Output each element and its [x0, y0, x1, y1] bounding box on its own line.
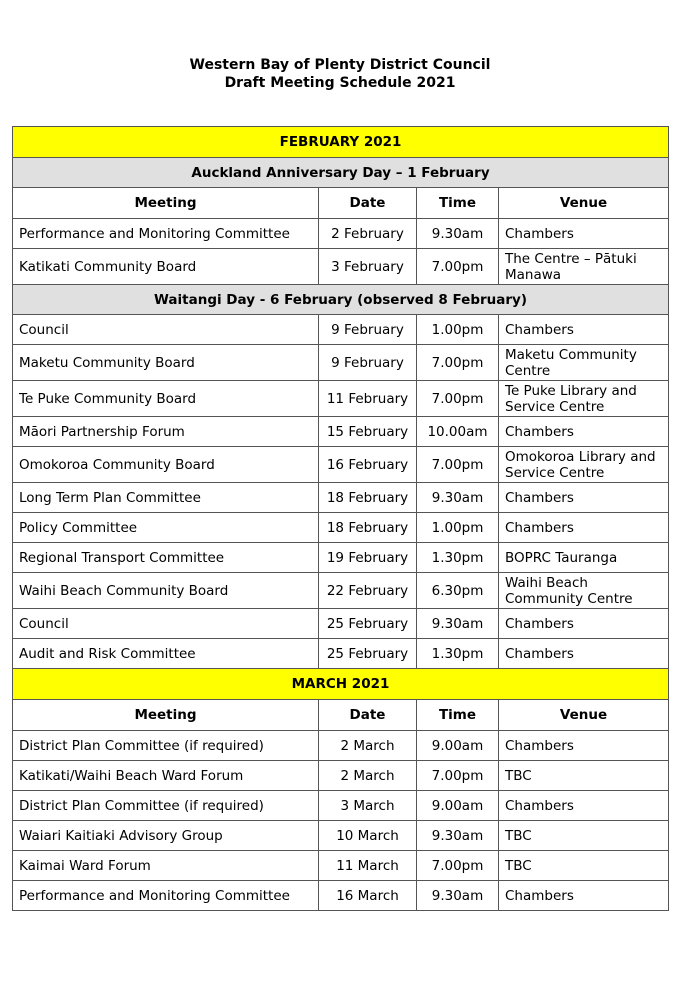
venue-cell: Chambers: [499, 315, 669, 345]
time-cell: 7.00pm: [417, 345, 499, 381]
date-cell: 11 February: [319, 381, 417, 417]
time-cell: 7.00pm: [417, 249, 499, 285]
month-header-february: [13, 127, 669, 158]
date-cell: 16 February: [319, 447, 417, 483]
time-cell: 7.00pm: [417, 851, 499, 881]
venue-cell: BOPRC Tauranga: [499, 543, 669, 573]
table-row: [13, 573, 669, 609]
meeting-cell: Waiari Kaitiaki Advisory Group: [13, 821, 319, 851]
column-header-venue: Venue: [499, 700, 669, 731]
holiday-row: [13, 285, 669, 315]
holiday-row: [13, 158, 669, 188]
date-cell: 2 March: [319, 761, 417, 791]
holiday-label: Auckland Anniversary Day – 1 February: [13, 158, 669, 188]
time-cell: 9.00am: [417, 791, 499, 821]
column-header-date: Date: [319, 700, 417, 731]
time-cell: 9.00am: [417, 731, 499, 761]
date-cell: 18 February: [319, 513, 417, 543]
meeting-cell: Policy Committee: [13, 513, 319, 543]
venue-cell: Chambers: [499, 639, 669, 669]
venue-cell: Chambers: [499, 483, 669, 513]
date-cell: 9 February: [319, 315, 417, 345]
table-row: [13, 761, 669, 791]
meeting-cell: District Plan Committee (if required): [13, 731, 319, 761]
date-cell: 16 March: [319, 881, 417, 911]
time-cell: 9.30am: [417, 219, 499, 249]
column-header-time: Time: [417, 188, 499, 219]
table-row: [13, 851, 669, 881]
table-row: [13, 791, 669, 821]
month-header-march: [13, 669, 669, 700]
meeting-cell: Regional Transport Committee: [13, 543, 319, 573]
venue-cell: Chambers: [499, 219, 669, 249]
meeting-cell: Council: [13, 315, 319, 345]
date-cell: 2 March: [319, 731, 417, 761]
document-title: Western Bay of Plenty District Council: [189, 57, 491, 73]
date-cell: 25 February: [319, 639, 417, 669]
venue-cell: Waihi Beach Community Centre: [499, 573, 669, 609]
column-header-row: [13, 700, 669, 731]
venue-cell: TBC: [499, 821, 669, 851]
venue-cell: TBC: [499, 851, 669, 881]
meeting-schedule-table: [12, 126, 669, 911]
table-row: [13, 821, 669, 851]
time-cell: 10.00am: [417, 417, 499, 447]
venue-cell: The Centre – Pātuki Manawa: [499, 249, 669, 285]
time-cell: 1.30pm: [417, 639, 499, 669]
venue-cell: Chambers: [499, 791, 669, 821]
column-header-meeting: Meeting: [13, 700, 319, 731]
column-header-venue: Venue: [499, 188, 669, 219]
time-cell: 1.00pm: [417, 315, 499, 345]
date-cell: 25 February: [319, 609, 417, 639]
time-cell: 1.30pm: [417, 543, 499, 573]
meeting-cell: Katikati/Waihi Beach Ward Forum: [13, 761, 319, 791]
meeting-cell: Performance and Monitoring Committee: [13, 219, 319, 249]
venue-cell: Chambers: [499, 609, 669, 639]
table-row: [13, 249, 669, 285]
document-subtitle: Draft Meeting Schedule 2021: [224, 75, 456, 91]
venue-cell: Maketu Community Centre: [499, 345, 669, 381]
meeting-cell: Performance and Monitoring Committee: [13, 881, 319, 911]
time-cell: 7.00pm: [417, 447, 499, 483]
table-row: [13, 219, 669, 249]
meeting-cell: Māori Partnership Forum: [13, 417, 319, 447]
venue-cell: Omokoroa Library and Service Centre: [499, 447, 669, 483]
table-row: [13, 447, 669, 483]
meeting-cell: Audit and Risk Committee: [13, 639, 319, 669]
venue-cell: TBC: [499, 761, 669, 791]
table-row: [13, 345, 669, 381]
time-cell: 1.00pm: [417, 513, 499, 543]
table-row: [13, 881, 669, 911]
meeting-cell: Maketu Community Board: [13, 345, 319, 381]
date-cell: 10 March: [319, 821, 417, 851]
time-cell: 6.30pm: [417, 573, 499, 609]
table-row: [13, 417, 669, 447]
month-label: MARCH 2021: [13, 669, 669, 700]
time-cell: 9.30am: [417, 483, 499, 513]
meeting-cell: Long Term Plan Committee: [13, 483, 319, 513]
date-cell: 3 February: [319, 249, 417, 285]
date-cell: 9 February: [319, 345, 417, 381]
date-cell: 15 February: [319, 417, 417, 447]
date-cell: 11 March: [319, 851, 417, 881]
column-header-row: [13, 188, 669, 219]
time-cell: 7.00pm: [417, 381, 499, 417]
table-row: [13, 483, 669, 513]
table-row: [13, 315, 669, 345]
table-row: [13, 731, 669, 761]
table-row: [13, 609, 669, 639]
time-cell: 9.30am: [417, 821, 499, 851]
table-row: [13, 513, 669, 543]
meeting-cell: District Plan Committee (if required): [13, 791, 319, 821]
meeting-cell: Kaimai Ward Forum: [13, 851, 319, 881]
venue-cell: Chambers: [499, 513, 669, 543]
column-header-time: Time: [417, 700, 499, 731]
venue-cell: Chambers: [499, 881, 669, 911]
time-cell: 9.30am: [417, 881, 499, 911]
column-header-meeting: Meeting: [13, 188, 319, 219]
meeting-cell: Katikati Community Board: [13, 249, 319, 285]
meeting-cell: Omokoroa Community Board: [13, 447, 319, 483]
table-row: [13, 639, 669, 669]
date-cell: 2 February: [319, 219, 417, 249]
venue-cell: Te Puke Library and Service Centre: [499, 381, 669, 417]
holiday-label: Waitangi Day - 6 February (observed 8 February): [13, 285, 669, 315]
month-label: FEBRUARY 2021: [13, 127, 669, 158]
time-cell: 9.30am: [417, 609, 499, 639]
table-row: [13, 543, 669, 573]
meeting-cell: Council: [13, 609, 319, 639]
date-cell: 3 March: [319, 791, 417, 821]
time-cell: 7.00pm: [417, 761, 499, 791]
date-cell: 22 February: [319, 573, 417, 609]
venue-cell: Chambers: [499, 417, 669, 447]
meeting-cell: Te Puke Community Board: [13, 381, 319, 417]
date-cell: 18 February: [319, 483, 417, 513]
date-cell: 19 February: [319, 543, 417, 573]
meeting-cell: Waihi Beach Community Board: [13, 573, 319, 609]
column-header-date: Date: [319, 188, 417, 219]
venue-cell: Chambers: [499, 731, 669, 761]
table-row: [13, 381, 669, 417]
